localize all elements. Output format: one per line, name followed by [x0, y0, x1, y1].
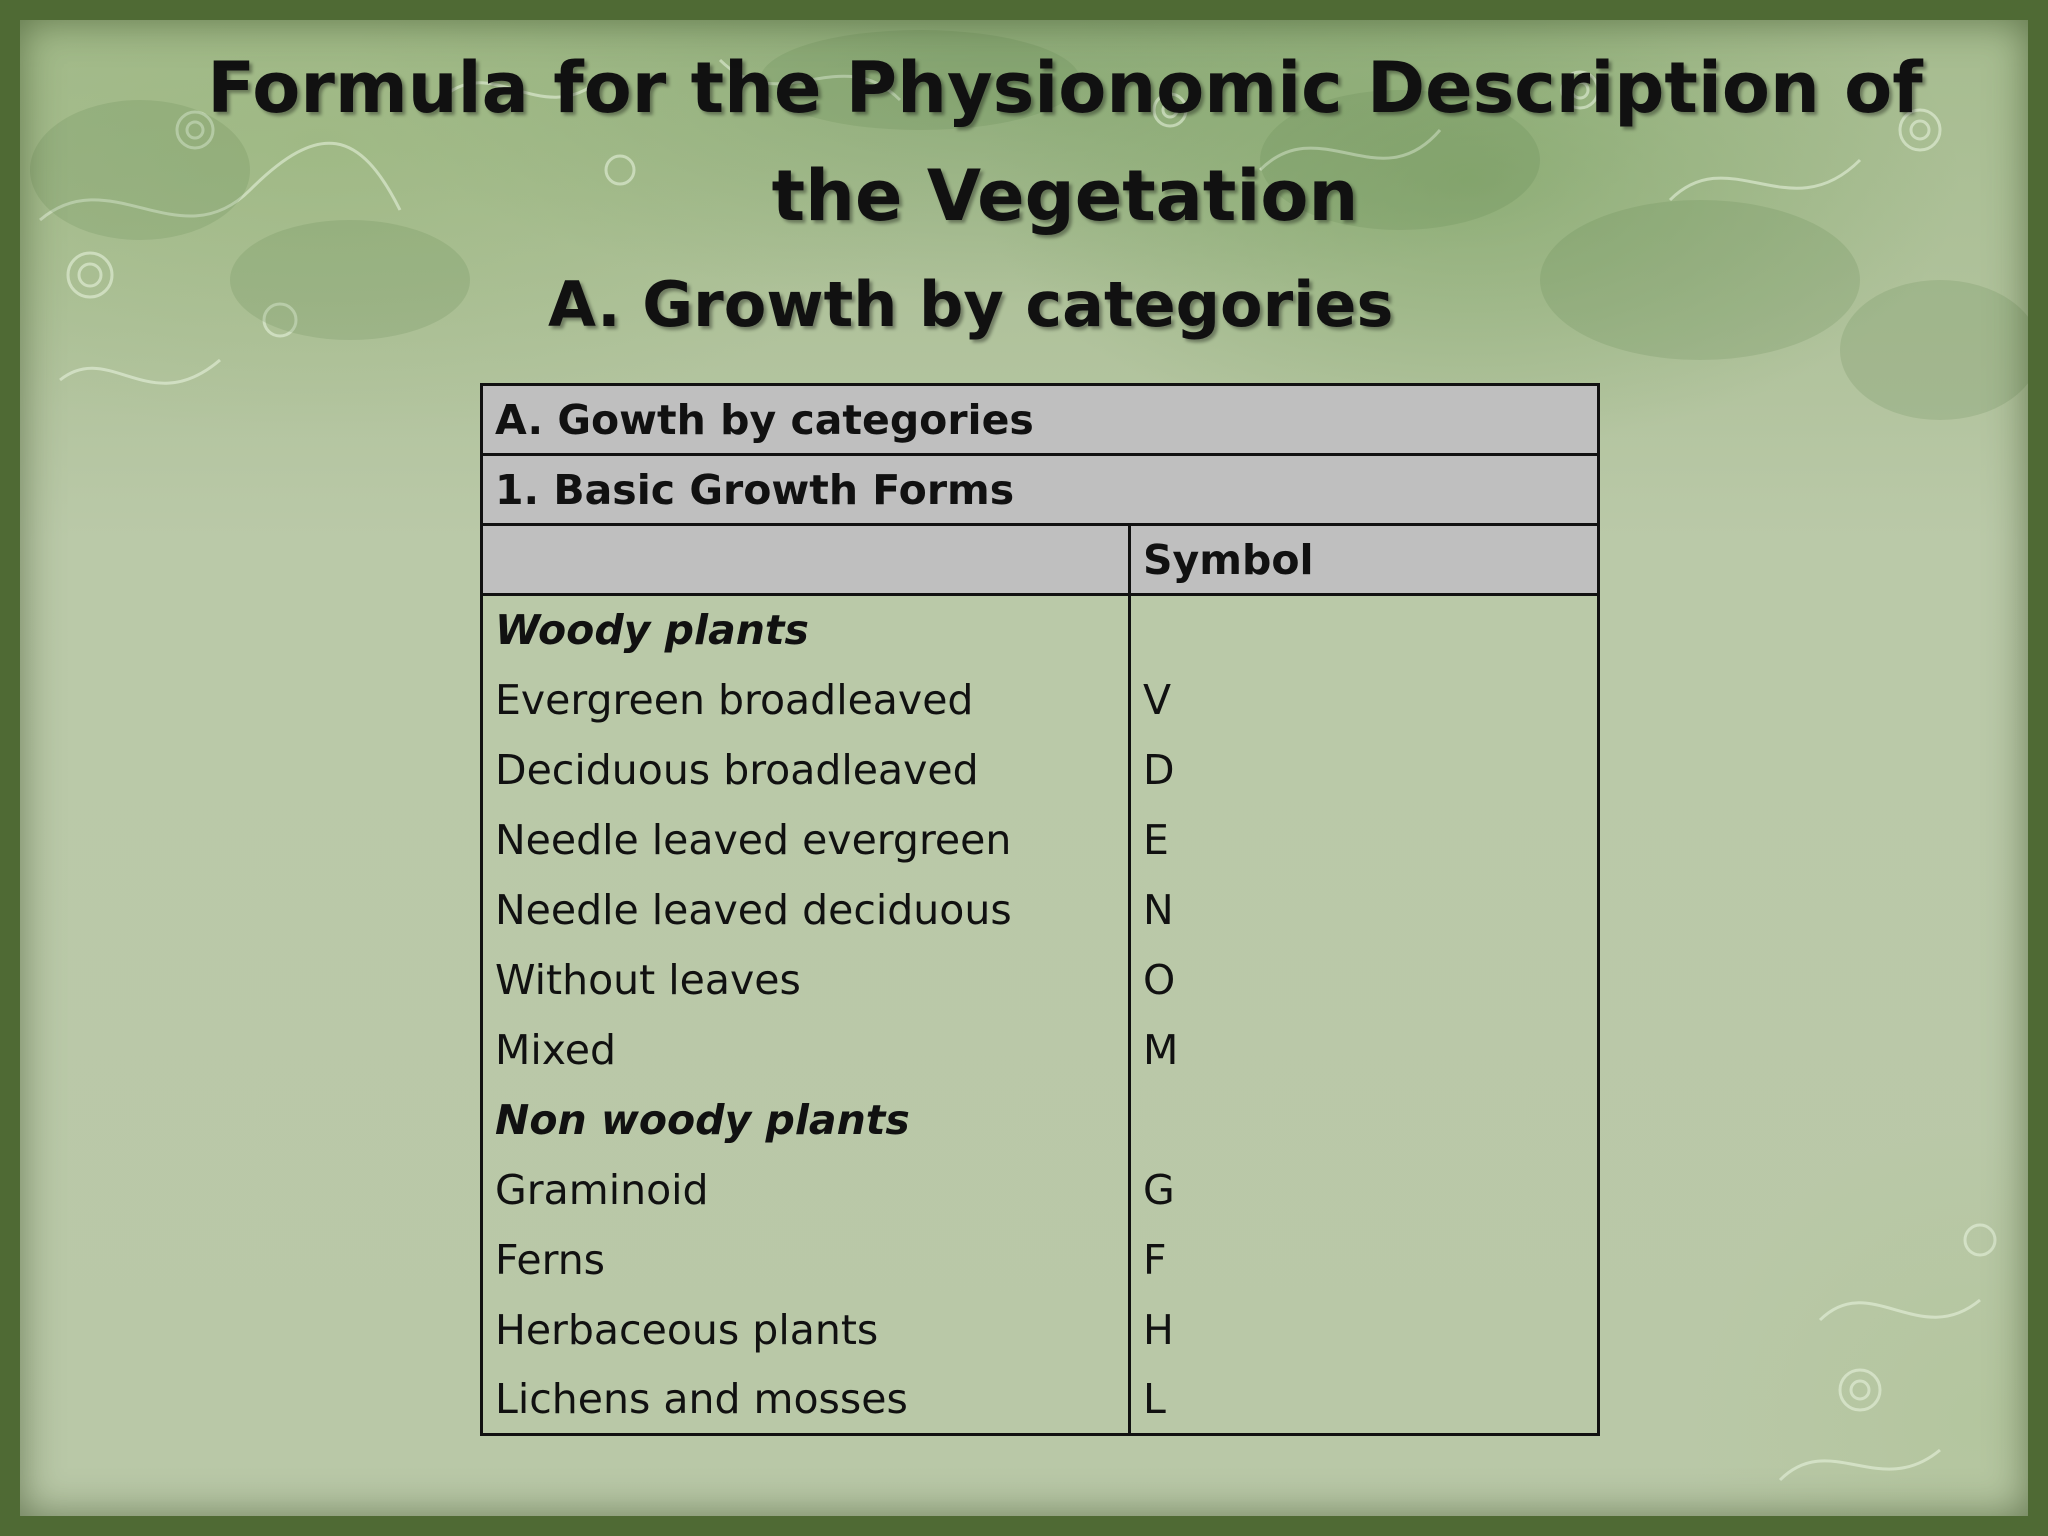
growth-form-label: Needle leaved evergreen: [482, 805, 1130, 875]
table-row: [482, 735, 1599, 805]
column-header-symbol: Symbol: [1130, 525, 1599, 595]
table-row: [482, 1295, 1599, 1365]
table-row: [482, 875, 1599, 945]
growth-form-label: Herbaceous plants: [482, 1295, 1130, 1365]
table-category-row: [482, 1085, 1599, 1155]
growth-form-label: Mixed: [482, 1015, 1130, 1085]
growth-form-symbol: L: [1130, 1365, 1599, 1435]
growth-forms-table: [480, 383, 1600, 1436]
slide-subtitle: A. Growth by categories: [548, 268, 1394, 341]
growth-form-label: Without leaves: [482, 945, 1130, 1015]
growth-form-symbol: F: [1130, 1225, 1599, 1295]
growth-form-symbol: G: [1130, 1155, 1599, 1225]
growth-form-label: Needle leaved deciduous: [482, 875, 1130, 945]
growth-form-symbol: [1130, 595, 1599, 665]
growth-form-symbol: H: [1130, 1295, 1599, 1365]
growth-form-label: Lichens and mosses: [482, 1365, 1130, 1435]
table-row: [482, 945, 1599, 1015]
column-header-name: [482, 525, 1130, 595]
growth-form-symbol: M: [1130, 1015, 1599, 1085]
growth-form-symbol: D: [1130, 735, 1599, 805]
growth-form-symbol: O: [1130, 945, 1599, 1015]
growth-form-label: Graminoid: [482, 1155, 1130, 1225]
growth-form-label: Ferns: [482, 1225, 1130, 1295]
table-category-row: [482, 595, 1599, 665]
table-row: [482, 1155, 1599, 1225]
table-header-row: [482, 385, 1599, 455]
table-section-row: [482, 455, 1599, 525]
growth-form-symbol: N: [1130, 875, 1599, 945]
table-header-title: A. Gowth by categories: [482, 385, 1599, 455]
table-row: [482, 1225, 1599, 1295]
table-row: [482, 1015, 1599, 1085]
growth-form-symbol: V: [1130, 665, 1599, 735]
table-section-title: 1. Basic Growth Forms: [482, 455, 1599, 525]
table-row: [482, 1365, 1599, 1435]
table-row: [482, 805, 1599, 875]
growth-form-symbol: [1130, 1085, 1599, 1155]
growth-form-label: Evergreen broadleaved: [482, 665, 1130, 735]
table-row: [482, 665, 1599, 735]
category-label: Non woody plants: [482, 1085, 1130, 1155]
slide-title: Formula for the Physionomic Description of the Vegetation: [207, 47, 1923, 237]
category-label: Woody plants: [482, 595, 1130, 665]
table-column-header-row: [482, 525, 1599, 595]
growth-form-label: Deciduous broadleaved: [482, 735, 1130, 805]
growth-form-symbol: E: [1130, 805, 1599, 875]
